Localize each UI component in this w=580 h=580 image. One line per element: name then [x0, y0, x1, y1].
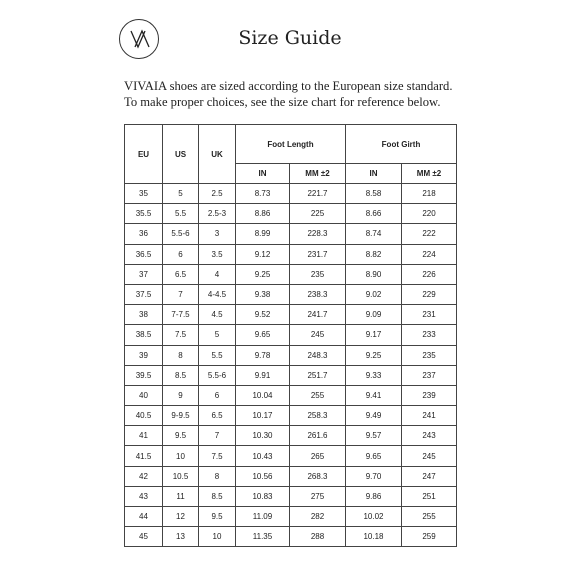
vivaia-monogram-icon: [124, 24, 154, 54]
cell-length-in: 11.35: [236, 527, 290, 547]
cell-length-mm: 261.6: [290, 426, 346, 446]
cell-eu: 40: [125, 385, 163, 405]
cell-us: 8: [163, 345, 199, 365]
cell-eu: 42: [125, 466, 163, 486]
cell-length-mm: 248.3: [290, 345, 346, 365]
cell-girth-in: 8.82: [346, 244, 402, 264]
cell-eu: 37.5: [125, 284, 163, 304]
cell-length-in: 9.91: [236, 365, 290, 385]
column-header-us: US: [163, 125, 199, 184]
column-header-girth-mm: MM ±2: [402, 164, 457, 184]
cell-eu: 36.5: [125, 244, 163, 264]
cell-us: 6: [163, 244, 199, 264]
cell-us: 6.5: [163, 264, 199, 284]
cell-girth-in: 8.58: [346, 184, 402, 204]
cell-girth-mm: 255: [402, 507, 457, 527]
cell-girth-mm: 224: [402, 244, 457, 264]
cell-length-in: 9.38: [236, 284, 290, 304]
table-row: [125, 426, 457, 446]
cell-uk: 7.5: [199, 446, 236, 466]
table-row: [125, 204, 457, 224]
cell-girth-in: 10.18: [346, 527, 402, 547]
cell-us: 8.5: [163, 365, 199, 385]
cell-girth-mm: 233: [402, 325, 457, 345]
table-row: [125, 244, 457, 264]
cell-length-in: 9.25: [236, 264, 290, 284]
cell-length-mm: 265: [290, 446, 346, 466]
cell-eu: 41.5: [125, 446, 163, 466]
cell-girth-in: 8.90: [346, 264, 402, 284]
cell-length-in: 9.65: [236, 325, 290, 345]
cell-length-in: 9.12: [236, 244, 290, 264]
cell-uk: 8.5: [199, 486, 236, 506]
table-header: [125, 125, 457, 184]
table-row: [125, 466, 457, 486]
cell-girth-mm: 251: [402, 486, 457, 506]
cell-length-mm: 288: [290, 527, 346, 547]
cell-girth-mm: 218: [402, 184, 457, 204]
cell-uk: 10: [199, 527, 236, 547]
table-row: [125, 264, 457, 284]
cell-length-mm: 238.3: [290, 284, 346, 304]
cell-uk: 7: [199, 426, 236, 446]
cell-length-in: 10.17: [236, 406, 290, 426]
cell-eu: 43: [125, 486, 163, 506]
cell-length-in: 10.56: [236, 466, 290, 486]
cell-us: 9.5: [163, 426, 199, 446]
cell-uk: 5.5-6: [199, 365, 236, 385]
cell-length-in: 8.86: [236, 204, 290, 224]
cell-girth-mm: 220: [402, 204, 457, 224]
cell-eu: 35.5: [125, 204, 163, 224]
size-chart-table: [124, 124, 457, 547]
cell-us: 7.5: [163, 325, 199, 345]
cell-girth-mm: 239: [402, 385, 457, 405]
cell-eu: 38.5: [125, 325, 163, 345]
cell-girth-in: 9.25: [346, 345, 402, 365]
cell-girth-in: 9.41: [346, 385, 402, 405]
page-title: Size Guide: [238, 27, 342, 49]
table-row: [125, 224, 457, 244]
cell-girth-mm: 222: [402, 224, 457, 244]
cell-eu: 39.5: [125, 365, 163, 385]
column-header-length-in: IN: [236, 164, 290, 184]
cell-girth-in: 9.70: [346, 466, 402, 486]
cell-girth-mm: 259: [402, 527, 457, 547]
cell-girth-in: 8.74: [346, 224, 402, 244]
column-group-foot-length: Foot Length: [236, 125, 346, 164]
intro-text: [124, 78, 469, 110]
cell-length-mm: 268.3: [290, 466, 346, 486]
cell-uk: 2.5: [199, 184, 236, 204]
cell-girth-mm: 235: [402, 345, 457, 365]
cell-girth-mm: 245: [402, 446, 457, 466]
cell-length-mm: 241.7: [290, 305, 346, 325]
cell-girth-mm: 243: [402, 426, 457, 446]
cell-length-mm: 221.7: [290, 184, 346, 204]
intro-line: VIVAIA shoes are sized according to the European size standard.: [124, 79, 453, 93]
column-header-length-mm: MM ±2: [290, 164, 346, 184]
cell-us: 11: [163, 486, 199, 506]
table-row: [125, 406, 457, 426]
table-body: [125, 184, 457, 547]
cell-uk: 4.5: [199, 305, 236, 325]
cell-uk: 4: [199, 264, 236, 284]
cell-length-in: 10.04: [236, 385, 290, 405]
cell-us: 9-9.5: [163, 406, 199, 426]
cell-girth-in: 9.86: [346, 486, 402, 506]
cell-girth-mm: 247: [402, 466, 457, 486]
cell-eu: 38: [125, 305, 163, 325]
table-row: [125, 507, 457, 527]
cell-length-in: 10.30: [236, 426, 290, 446]
cell-us: 13: [163, 527, 199, 547]
cell-uk: 2.5-3: [199, 204, 236, 224]
table-row: [125, 305, 457, 325]
table-row: [125, 486, 457, 506]
table-row: [125, 325, 457, 345]
table-row: [125, 446, 457, 466]
cell-girth-mm: 229: [402, 284, 457, 304]
cell-girth-in: 9.49: [346, 406, 402, 426]
cell-uk: 8: [199, 466, 236, 486]
cell-girth-in: 9.02: [346, 284, 402, 304]
table-row: [125, 527, 457, 547]
cell-uk: 5.5: [199, 345, 236, 365]
column-header-uk: UK: [199, 125, 236, 184]
cell-length-mm: 282: [290, 507, 346, 527]
cell-girth-in: 9.65: [346, 446, 402, 466]
cell-girth-mm: 241: [402, 406, 457, 426]
table-row: [125, 184, 457, 204]
cell-eu: 35: [125, 184, 163, 204]
cell-us: 5: [163, 184, 199, 204]
cell-length-in: 11.09: [236, 507, 290, 527]
cell-us: 10.5: [163, 466, 199, 486]
cell-length-in: 8.99: [236, 224, 290, 244]
cell-girth-mm: 237: [402, 365, 457, 385]
cell-length-in: 9.52: [236, 305, 290, 325]
table-row: [125, 284, 457, 304]
cell-us: 5.5-6: [163, 224, 199, 244]
cell-girth-in: 10.02: [346, 507, 402, 527]
cell-uk: 3.5: [199, 244, 236, 264]
column-header-eu: EU: [125, 125, 163, 184]
cell-girth-in: 8.66: [346, 204, 402, 224]
cell-length-mm: 235: [290, 264, 346, 284]
cell-length-in: 10.83: [236, 486, 290, 506]
cell-us: 12: [163, 507, 199, 527]
cell-eu: 40.5: [125, 406, 163, 426]
cell-uk: 9.5: [199, 507, 236, 527]
cell-girth-mm: 226: [402, 264, 457, 284]
cell-length-mm: 275: [290, 486, 346, 506]
cell-length-mm: 258.3: [290, 406, 346, 426]
cell-length-in: 10.43: [236, 446, 290, 466]
table-row: [125, 365, 457, 385]
cell-uk: 3: [199, 224, 236, 244]
cell-eu: 44: [125, 507, 163, 527]
cell-length-mm: 225: [290, 204, 346, 224]
cell-length-in: 8.73: [236, 184, 290, 204]
cell-uk: 4-4.5: [199, 284, 236, 304]
cell-eu: 36: [125, 224, 163, 244]
cell-length-mm: 251.7: [290, 365, 346, 385]
cell-eu: 39: [125, 345, 163, 365]
cell-girth-in: 9.17: [346, 325, 402, 345]
cell-girth-in: 9.33: [346, 365, 402, 385]
cell-eu: 37: [125, 264, 163, 284]
cell-length-mm: 231.7: [290, 244, 346, 264]
cell-length-mm: 255: [290, 385, 346, 405]
cell-girth-mm: 231: [402, 305, 457, 325]
cell-length-mm: 228.3: [290, 224, 346, 244]
cell-us: 5.5: [163, 204, 199, 224]
column-group-foot-girth: Foot Girth: [346, 125, 457, 164]
cell-uk: 6: [199, 385, 236, 405]
cell-girth-in: 9.09: [346, 305, 402, 325]
cell-length-mm: 245: [290, 325, 346, 345]
table-row: [125, 385, 457, 405]
intro-line: To make proper choices, see the size chart for reference below.: [124, 95, 441, 109]
cell-uk: 6.5: [199, 406, 236, 426]
cell-us: 7-7.5: [163, 305, 199, 325]
cell-eu: 45: [125, 527, 163, 547]
cell-us: 7: [163, 284, 199, 304]
cell-us: 10: [163, 446, 199, 466]
table-row: [125, 345, 457, 365]
brand-logo: [119, 19, 159, 59]
cell-us: 9: [163, 385, 199, 405]
cell-length-in: 9.78: [236, 345, 290, 365]
column-header-girth-in: IN: [346, 164, 402, 184]
cell-girth-in: 9.57: [346, 426, 402, 446]
cell-eu: 41: [125, 426, 163, 446]
cell-uk: 5: [199, 325, 236, 345]
